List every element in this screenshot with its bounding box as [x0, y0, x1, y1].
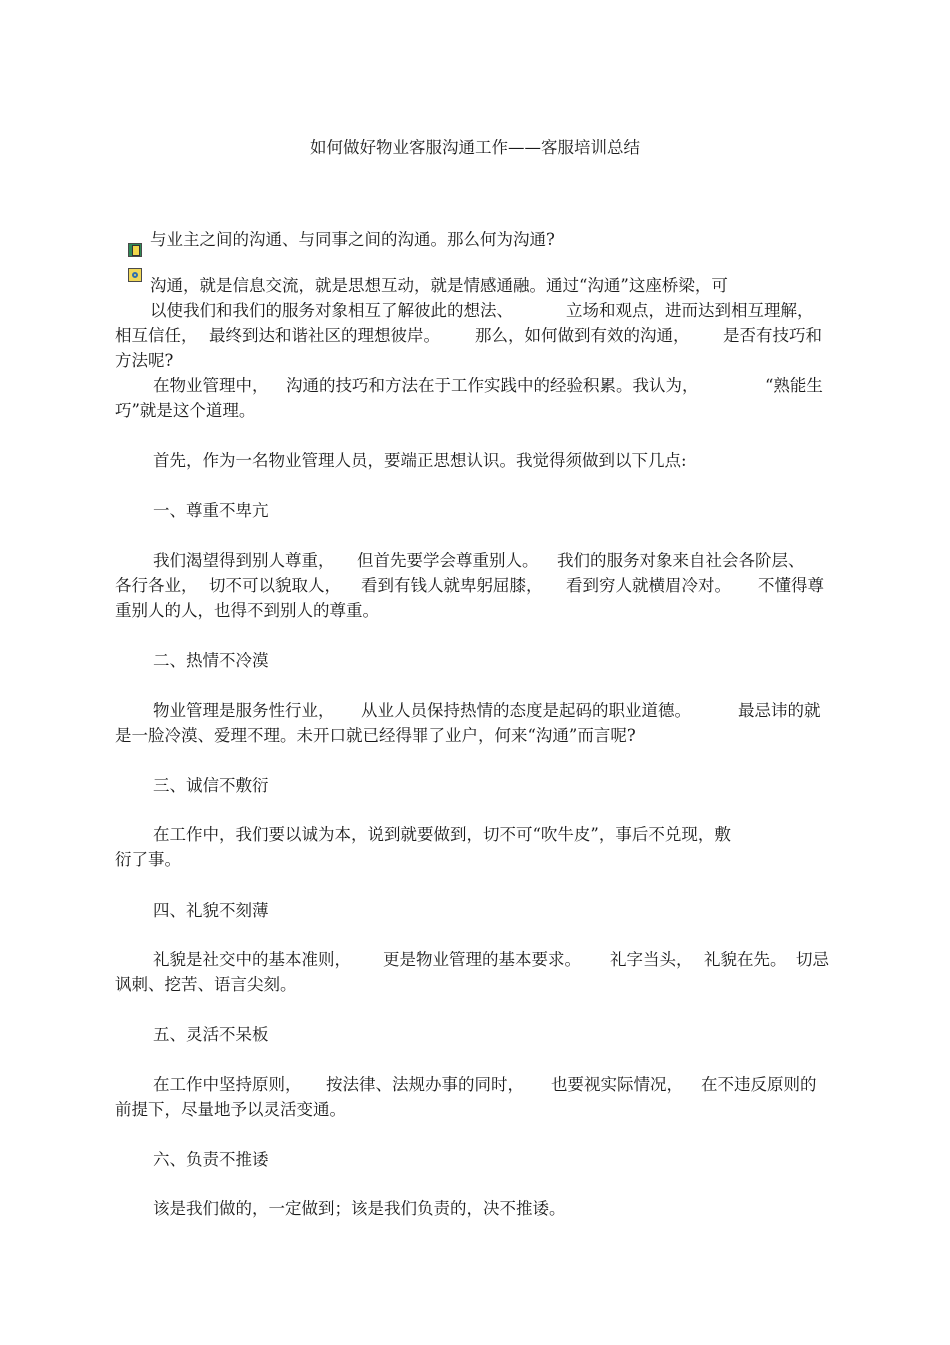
text-line: 但首先要学会尊重别人。 — [357, 551, 539, 570]
text-line: 切忌 — [796, 950, 829, 969]
text-line: 那么，如何做到有效的沟通， — [475, 326, 690, 345]
text-line: 是否有技巧和 — [723, 326, 822, 345]
text-line: 方法呢? — [115, 351, 174, 370]
text-line: 相互信任， — [115, 326, 198, 345]
section-heading: 三、诚信不敷衍 — [153, 776, 269, 795]
text-line: 礼貌在先。 — [704, 950, 787, 969]
section-heading: 二、热情不冷漠 — [153, 651, 269, 670]
text-line: 我们的服务对象来自社会各阶层、 — [557, 551, 805, 570]
text-line: 物业管理是服务性行业， — [153, 701, 335, 720]
text-line: 是一脸冷漠、爱理不理。未开口就已经得罪了业户，何来“沟通”而言呢? — [115, 726, 636, 745]
text-line: 看到穷人就横眉冷对。 — [566, 576, 731, 595]
section-heading: 五、灵活不呆板 — [153, 1025, 269, 1044]
link-icon — [128, 268, 142, 282]
text-line: 不懂得尊 — [758, 576, 824, 595]
text-line: 在工作中，我们要以诚为本，说到就要做到，切不可“吹牛皮”，事后不兑现，敷 — [153, 825, 731, 844]
text-line: 重别人的人，也得不到别人的尊重。 — [115, 601, 379, 620]
text-line: 礼字当头， — [610, 950, 693, 969]
text-line: 以使我们和我们的服务对象相互了解彼此的想法、 — [150, 301, 513, 320]
text-line: “熟能生 — [765, 376, 823, 395]
text-line: 首先，作为一名物业管理人员，要端正思想认识。我觉得须做到以下几点: — [153, 451, 687, 470]
text-line: 衍了事。 — [115, 850, 181, 869]
text-line: 也要视实际情况， — [551, 1075, 683, 1094]
text-line: 讽刺、挖苦、语言尖刻。 — [115, 975, 297, 994]
text-line: 看到有钱人就卑躬屈膝， — [361, 576, 543, 595]
text-line: 在工作中坚持原则， — [153, 1075, 302, 1094]
text-line: 沟通的技巧和方法在于工作实践中的经验积累。我认为， — [286, 376, 699, 395]
document-icon — [128, 243, 142, 257]
text-line: 该是我们做的，一定做到；该是我们负责的，决不推诿。 — [153, 1199, 566, 1218]
page-title: 如何做好物业客服沟通工作——客服培训总结 — [310, 138, 640, 157]
text-line: 礼貌是社交中的基本准则， — [153, 950, 351, 969]
text-line: 最忌讳的就 — [738, 701, 821, 720]
section-heading: 一、尊重不卑亢 — [153, 501, 269, 520]
text-line: 按法律、法规办事的同时， — [326, 1075, 524, 1094]
text-line: 更是物业管理的基本要求。 — [383, 950, 581, 969]
section-heading: 四、礼貌不刻薄 — [153, 901, 269, 920]
text-line: 巧”就是这个道理。 — [115, 401, 256, 420]
text-line: 各行各业， — [115, 576, 198, 595]
text-line: 我们渴望得到别人尊重， — [153, 551, 335, 570]
text-line: 从业人员保持热情的态度是起码的职业道德。 — [361, 701, 691, 720]
text-line: 在物业管理中， — [153, 376, 269, 395]
text-line: 沟通，就是信息交流，就是思想互动，就是情感通融。通过“沟通”这座桥梁，可 — [150, 276, 728, 295]
section-heading: 六、负责不推诿 — [153, 1150, 269, 1169]
text-line: 在不违反原则的 — [701, 1075, 817, 1094]
text-line: 与业主之间的沟通、与同事之间的沟通。那么何为沟通? — [150, 230, 555, 249]
text-line: 前提下，尽量地予以灵活变通。 — [115, 1100, 346, 1119]
text-line: 最终到达和谐社区的理想彼岸。 — [209, 326, 440, 345]
text-line: 切不可以貌取人， — [209, 576, 341, 595]
text-line: 立场和观点，进而达到相互理解， — [566, 301, 814, 320]
